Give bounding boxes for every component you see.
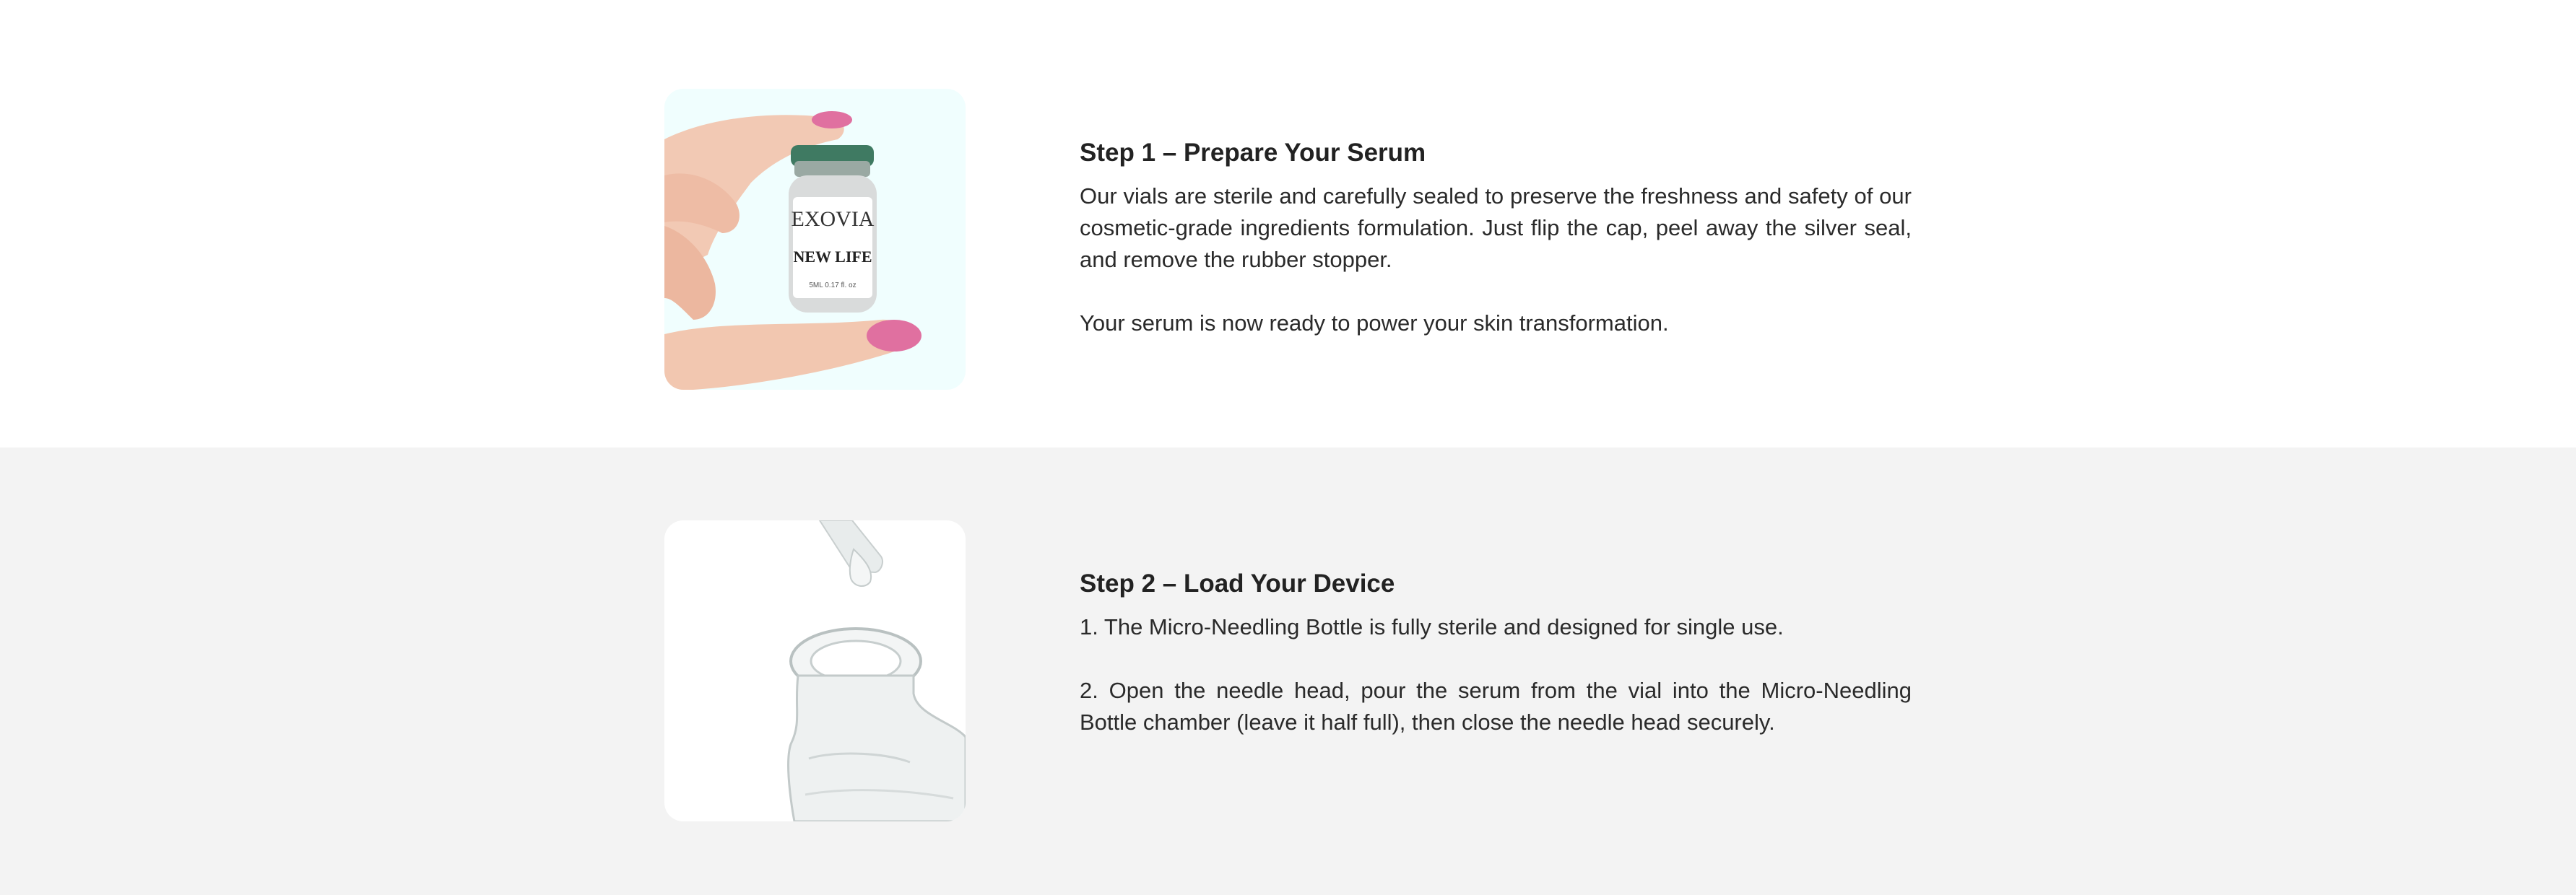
nail-top bbox=[812, 111, 852, 128]
vial-in-hand-illustration bbox=[664, 89, 966, 390]
step-2-paragraph-1: 1. The Micro-Needling Bottle is fully sterile and designed for single use. bbox=[1080, 614, 1784, 639]
vial-label-product: NEW LIFE bbox=[793, 248, 872, 266]
nail-bottom bbox=[867, 320, 921, 352]
step-2-section bbox=[0, 448, 2576, 895]
step-1-paragraph-2: Your serum is now ready to power your skin transformation. bbox=[1080, 310, 1669, 336]
step-2-title: Step 2 – Load Your Device bbox=[1080, 569, 1395, 598]
dropper-and-bottle-illustration bbox=[664, 520, 966, 821]
step-2-paragraph-2: 2. Open the needle head, pour the serum from the vial into the Micro-Needling Bottle chamber (leave it half full), then close the needle head securely. bbox=[1080, 678, 1912, 735]
step-2-text bbox=[1080, 567, 1912, 738]
step-1-text bbox=[1080, 136, 1912, 339]
step-2-image bbox=[664, 520, 966, 821]
vial-label-volume: 5ML 0.17 fl. oz bbox=[809, 281, 857, 289]
step-1-paragraph-1: Our vials are sterile and carefully sealed to preserve the freshness and safety of our cosmetic-grade ingredients formulation. Just flip the cap, peel away the silver seal, and remove the rubber stopper. bbox=[1080, 183, 1912, 272]
vial-label-brand: EXOVIA bbox=[791, 207, 875, 231]
step-1-image bbox=[664, 89, 966, 390]
step-1-title: Step 1 – Prepare Your Serum bbox=[1080, 139, 1426, 167]
